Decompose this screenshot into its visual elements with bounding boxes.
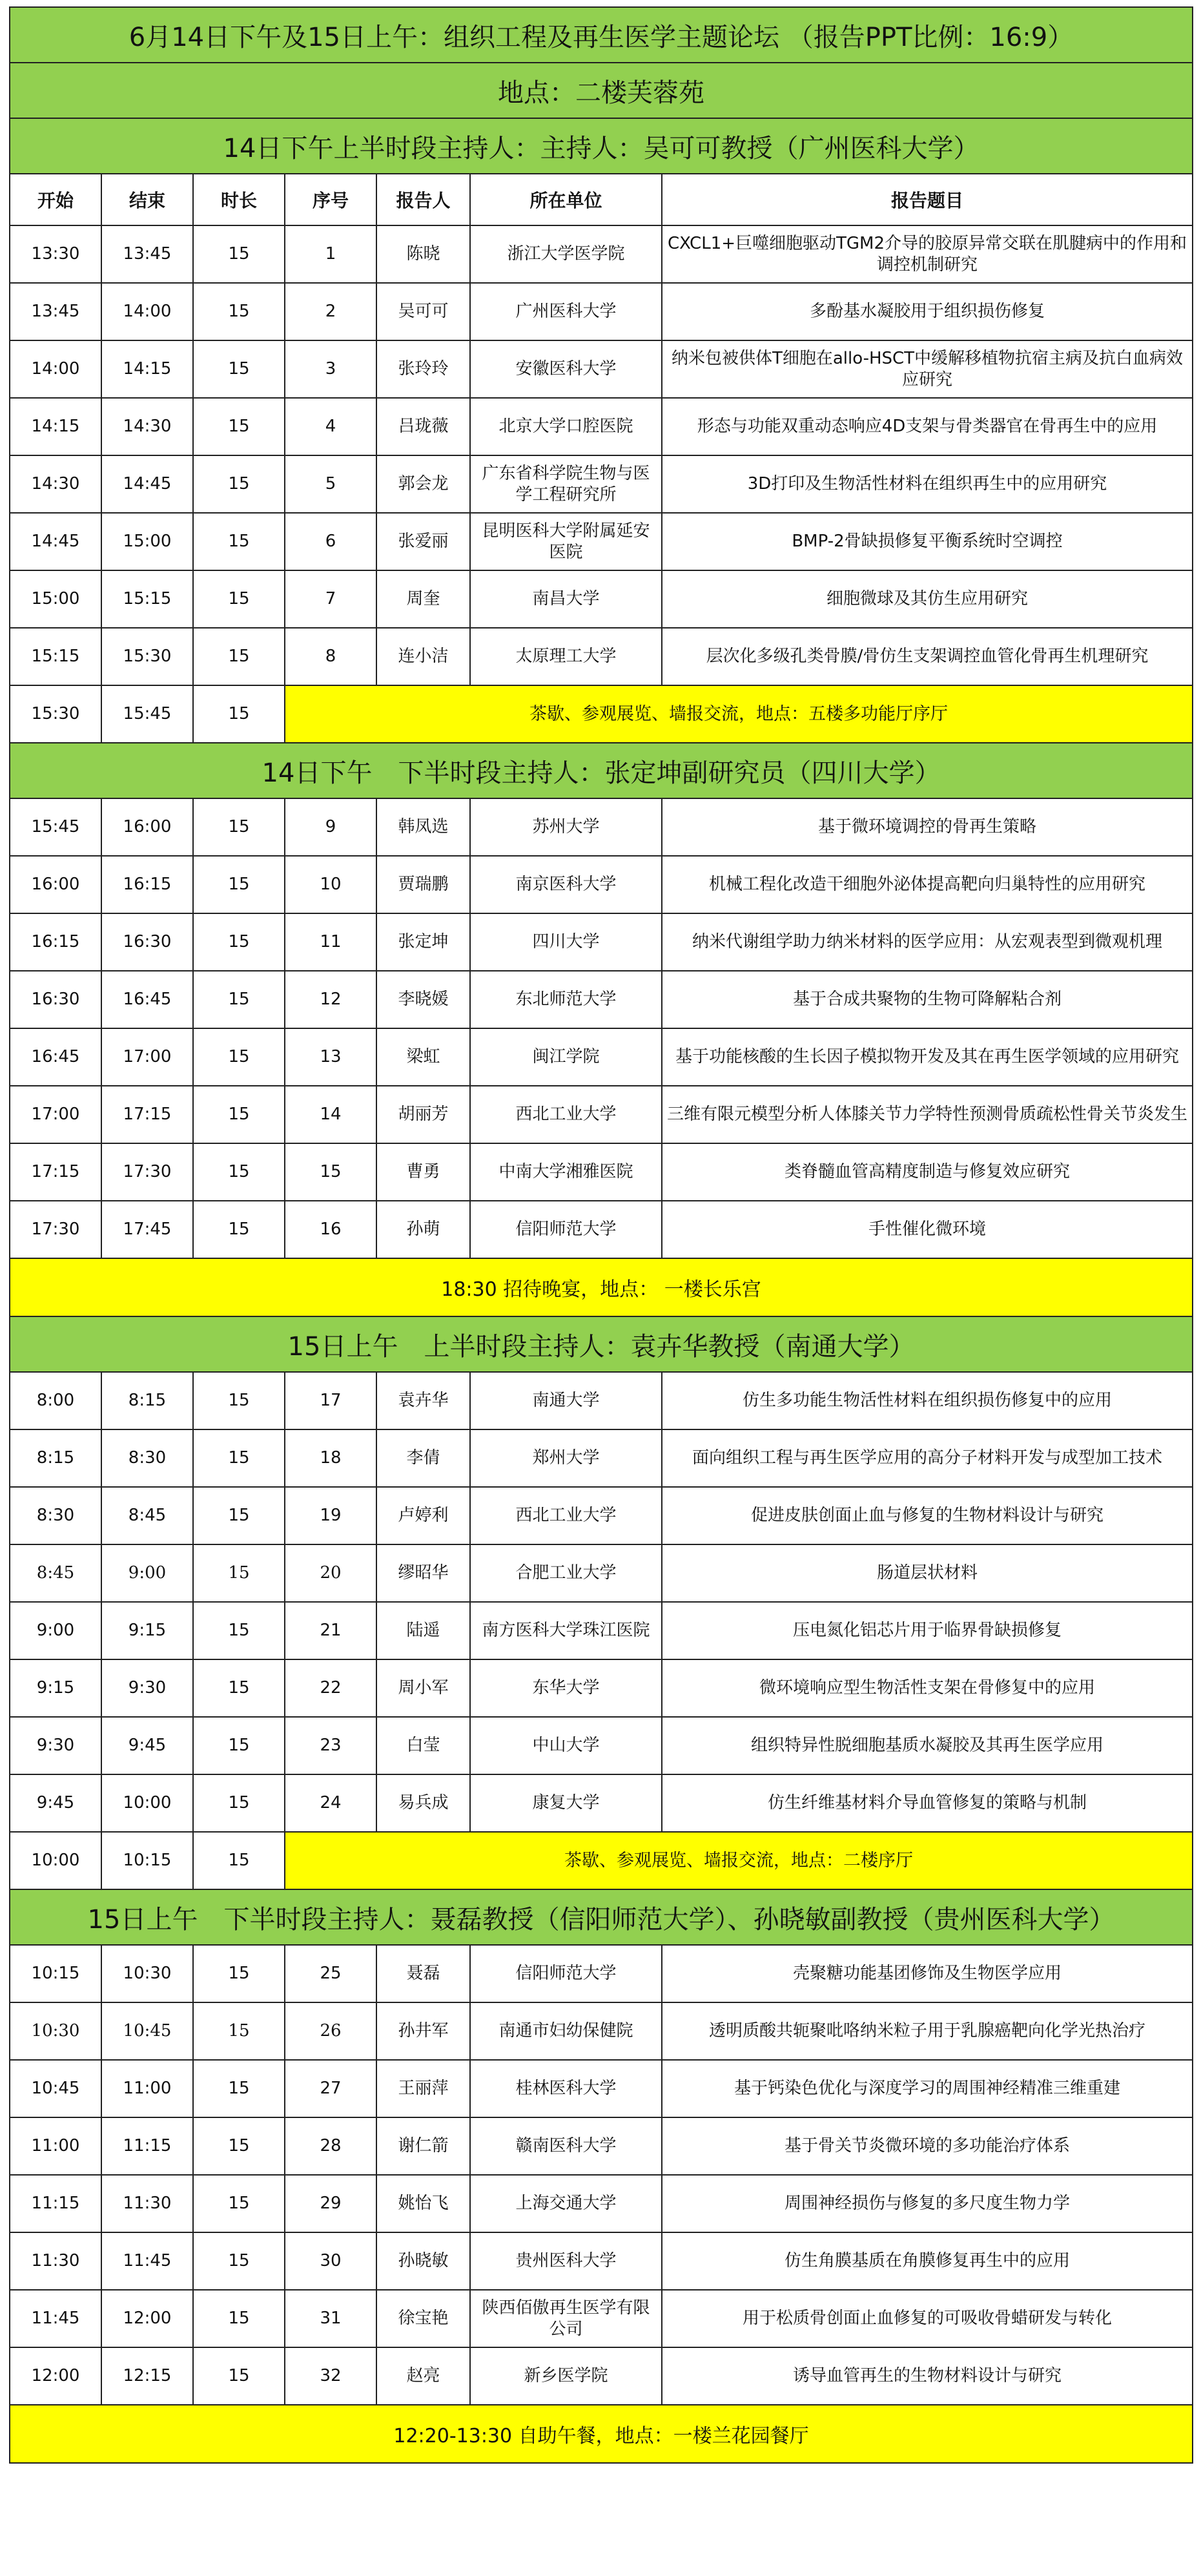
cell-seq: 24 — [285, 1774, 376, 1832]
cell-unit: 广东省科学院生物与医学工程研究所 — [470, 455, 662, 513]
cell-start: 10:45 — [10, 2060, 101, 2117]
session-host-row — [10, 118, 1193, 174]
cell-speaker: 袁卉华 — [376, 1372, 470, 1429]
cell-speaker: 孙萌 — [376, 1201, 470, 1258]
cell-speaker: 孙井军 — [376, 2002, 470, 2060]
cell-topic: 面向组织工程与再生医学应用的高分子材料开发与成型加工技术 — [662, 1429, 1193, 1487]
cell-seq: 21 — [285, 1602, 376, 1659]
meal-notice: 18:30 招待晚宴，地点： 一楼长乐宫 — [10, 1258, 1193, 1316]
cell-start: 11:15 — [10, 2175, 101, 2232]
cell-dur: 15 — [193, 1201, 285, 1258]
cell-end: 10:00 — [101, 1774, 193, 1832]
column-header-topic: 报告题目 — [662, 174, 1193, 225]
cell-topic: 微环境响应型生物活性支架在骨修复中的应用 — [662, 1659, 1193, 1717]
cell-speaker: 贾瑞鹏 — [376, 856, 470, 913]
cell-unit: 贵州医科大学 — [470, 2232, 662, 2290]
cell-start: 11:00 — [10, 2117, 101, 2175]
cell-seq: 12 — [285, 971, 376, 1028]
cell-start: 14:30 — [10, 455, 101, 513]
cell-speaker: 白莹 — [376, 1717, 470, 1774]
cell-seq: 4 — [285, 398, 376, 455]
cell-start: 15:15 — [10, 628, 101, 685]
column-header-seq: 序号 — [285, 174, 376, 225]
cell-start: 13:30 — [10, 225, 101, 283]
cell-seq: 20 — [285, 1544, 376, 1602]
cell-topic: 仿生多功能生物活性材料在组织损伤修复中的应用 — [662, 1372, 1193, 1429]
cell-start: 17:30 — [10, 1201, 101, 1258]
cell-topic: 机械工程化改造干细胞外泌体提高靶向归巢特性的应用研究 — [662, 856, 1193, 913]
cell-speaker: 赵亮 — [376, 2347, 470, 2405]
cell-speaker: 张定坤 — [376, 913, 470, 971]
table-row — [10, 1429, 1193, 1487]
table-row — [10, 2117, 1193, 2175]
cell-unit: 南方医科大学珠江医院 — [470, 1602, 662, 1659]
cell-dur: 15 — [193, 2232, 285, 2290]
table-row — [10, 2002, 1193, 2060]
cell-topic: 仿生角膜基质在角膜修复再生中的应用 — [662, 2232, 1193, 2290]
cell-seq: 7 — [285, 570, 376, 628]
table-row — [10, 2060, 1193, 2117]
cell-topic: 基于微环境调控的骨再生策略 — [662, 798, 1193, 856]
cell-start: 9:45 — [10, 1774, 101, 1832]
cell-seq: 1 — [285, 225, 376, 283]
cell-speaker: 周奎 — [376, 570, 470, 628]
cell-seq: 32 — [285, 2347, 376, 2405]
cell-unit: 四川大学 — [470, 913, 662, 971]
table-row — [10, 971, 1193, 1028]
cell-topic: 仿生纤维基材料介导血管修复的策略与机制 — [662, 1774, 1193, 1832]
cell-dur: 15 — [193, 1659, 285, 1717]
cell-speaker: 缪昭华 — [376, 1544, 470, 1602]
cell-topic: CXCL1+巨噬细胞驱动TGM2介导的胶原异常交联在肌腱病中的作用和调控机制研究 — [662, 225, 1193, 283]
break-start: 10:00 — [10, 1832, 101, 1889]
cell-dur: 15 — [193, 2175, 285, 2232]
session-host-row — [10, 743, 1193, 798]
cell-speaker: 姚怡飞 — [376, 2175, 470, 2232]
cell-unit: 中南大学湘雅医院 — [470, 1143, 662, 1201]
cell-topic: 基于合成共聚物的生物可降解粘合剂 — [662, 971, 1193, 1028]
cell-end: 13:45 — [101, 225, 193, 283]
cell-end: 12:00 — [101, 2290, 193, 2347]
cell-seq: 18 — [285, 1429, 376, 1487]
cell-dur: 15 — [193, 856, 285, 913]
cell-topic: 纳米代谢组学助力纳米材料的医学应用：从宏观表型到微观机理 — [662, 913, 1193, 971]
cell-end: 9:45 — [101, 1717, 193, 1774]
break-dur: 15 — [193, 685, 285, 743]
session-host: 15日上午 上半时段主持人：袁卉华教授（南通大学） — [10, 1316, 1193, 1372]
cell-unit: 东北师范大学 — [470, 971, 662, 1028]
session-host: 15日上午 下半时段主持人：聂磊教授（信阳师范大学）、孙晓敏副教授（贵州医科大学） — [10, 1889, 1193, 1945]
cell-start: 8:15 — [10, 1429, 101, 1487]
cell-start: 16:15 — [10, 913, 101, 971]
table-row — [10, 1086, 1193, 1143]
break-dur: 15 — [193, 1832, 285, 1889]
cell-start: 16:00 — [10, 856, 101, 913]
table-row — [10, 1717, 1193, 1774]
table-row — [10, 1602, 1193, 1659]
cell-speaker: 李倩 — [376, 1429, 470, 1487]
cell-start: 14:00 — [10, 340, 101, 398]
cell-start: 11:30 — [10, 2232, 101, 2290]
session-host-row — [10, 1889, 1193, 1945]
cell-end: 17:45 — [101, 1201, 193, 1258]
cell-seq: 10 — [285, 856, 376, 913]
table-row — [10, 1487, 1193, 1544]
cell-dur: 15 — [193, 1086, 285, 1143]
cell-end: 8:15 — [101, 1372, 193, 1429]
cell-start: 9:30 — [10, 1717, 101, 1774]
cell-end: 17:00 — [101, 1028, 193, 1086]
table-row — [10, 570, 1193, 628]
cell-seq: 11 — [285, 913, 376, 971]
cell-start: 8:00 — [10, 1372, 101, 1429]
column-header-start: 开始 — [10, 174, 101, 225]
cell-topic: 诱导血管再生的生物材料设计与研究 — [662, 2347, 1193, 2405]
cell-topic: 促进皮肤创面止血与修复的生物材料设计与研究 — [662, 1487, 1193, 1544]
cell-end: 11:15 — [101, 2117, 193, 2175]
cell-dur: 15 — [193, 1945, 285, 2002]
cell-dur: 15 — [193, 455, 285, 513]
cell-start: 16:45 — [10, 1028, 101, 1086]
cell-end: 16:30 — [101, 913, 193, 971]
cell-dur: 15 — [193, 1143, 285, 1201]
cell-topic: BMP-2骨缺损修复平衡系统时空调控 — [662, 513, 1193, 570]
cell-end: 17:30 — [101, 1143, 193, 1201]
break-row — [10, 1832, 1193, 1889]
cell-seq: 14 — [285, 1086, 376, 1143]
cell-end: 17:15 — [101, 1086, 193, 1143]
cell-unit: 新乡医学院 — [470, 2347, 662, 2405]
cell-start: 17:15 — [10, 1143, 101, 1201]
cell-topic: 细胞微球及其仿生应用研究 — [662, 570, 1193, 628]
cell-start: 11:45 — [10, 2290, 101, 2347]
cell-end: 9:30 — [101, 1659, 193, 1717]
table-row — [10, 1774, 1193, 1832]
cell-dur: 15 — [193, 2117, 285, 2175]
cell-seq: 13 — [285, 1028, 376, 1086]
cell-speaker: 谢仁箭 — [376, 2117, 470, 2175]
cell-dur: 15 — [193, 225, 285, 283]
cell-start: 17:00 — [10, 1086, 101, 1143]
table-row — [10, 2232, 1193, 2290]
cell-speaker: 徐宝艳 — [376, 2290, 470, 2347]
cell-dur: 15 — [193, 2290, 285, 2347]
page-title: 6月14日下午及15日上午：组织工程及再生医学主题论坛 （报告PPT比例：16:9） — [10, 7, 1193, 63]
cell-speaker: 曹勇 — [376, 1143, 470, 1201]
cell-start: 10:15 — [10, 1945, 101, 2002]
cell-dur: 15 — [193, 1717, 285, 1774]
cell-speaker: 王丽萍 — [376, 2060, 470, 2117]
cell-topic: 用于松质骨创面止血修复的可吸收骨蜡研发与转化 — [662, 2290, 1193, 2347]
cell-end: 12:15 — [101, 2347, 193, 2405]
table-row — [10, 628, 1193, 685]
cell-unit: 西北工业大学 — [470, 1086, 662, 1143]
cell-unit: 信阳师范大学 — [470, 1201, 662, 1258]
cell-dur: 15 — [193, 628, 285, 685]
cell-dur: 15 — [193, 1602, 285, 1659]
cell-dur: 15 — [193, 1544, 285, 1602]
cell-speaker: 李晓媛 — [376, 971, 470, 1028]
cell-dur: 15 — [193, 1774, 285, 1832]
cell-start: 14:15 — [10, 398, 101, 455]
cell-seq: 9 — [285, 798, 376, 856]
cell-seq: 5 — [285, 455, 376, 513]
cell-end: 15:30 — [101, 628, 193, 685]
cell-topic: 基于钙染色优化与深度学习的周围神经精准三维重建 — [662, 2060, 1193, 2117]
column-header-unit: 所在单位 — [470, 174, 662, 225]
cell-dur: 15 — [193, 1372, 285, 1429]
cell-speaker: 周小军 — [376, 1659, 470, 1717]
session-host: 14日下午 下半时段主持人：张定坤副研究员（四川大学） — [10, 743, 1193, 798]
cell-start: 16:30 — [10, 971, 101, 1028]
cell-speaker: 聂磊 — [376, 1945, 470, 2002]
cell-seq: 3 — [285, 340, 376, 398]
cell-unit: 康复大学 — [470, 1774, 662, 1832]
cell-topic: 纳米包被供体T细胞在allo-HSCT中缓解移植物抗宿主病及抗白血病效应研究 — [662, 340, 1193, 398]
cell-dur: 15 — [193, 1487, 285, 1544]
cell-seq: 22 — [285, 1659, 376, 1717]
cell-speaker: 张玲玲 — [376, 340, 470, 398]
cell-unit: 陕西佰傲再生医学有限公司 — [470, 2290, 662, 2347]
cell-end: 8:30 — [101, 1429, 193, 1487]
table-row — [10, 455, 1193, 513]
cell-topic: 多酚基水凝胶用于组织损伤修复 — [662, 283, 1193, 340]
table-row — [10, 856, 1193, 913]
meal-notice-row — [10, 2405, 1193, 2463]
cell-speaker: 卢婷利 — [376, 1487, 470, 1544]
cell-speaker: 韩凤选 — [376, 798, 470, 856]
cell-start: 15:00 — [10, 570, 101, 628]
cell-dur: 15 — [193, 283, 285, 340]
schedule-table — [9, 6, 1193, 2464]
cell-end: 16:45 — [101, 971, 193, 1028]
cell-speaker: 张爱丽 — [376, 513, 470, 570]
cell-unit: 南昌大学 — [470, 570, 662, 628]
cell-seq: 31 — [285, 2290, 376, 2347]
cell-topic: 压电氮化铝芯片用于临界骨缺损修复 — [662, 1602, 1193, 1659]
column-header-end: 结束 — [101, 174, 193, 225]
cell-end: 11:30 — [101, 2175, 193, 2232]
cell-unit: 信阳师范大学 — [470, 1945, 662, 2002]
cell-end: 14:30 — [101, 398, 193, 455]
cell-start: 9:15 — [10, 1659, 101, 1717]
table-row — [10, 2290, 1193, 2347]
cell-seq: 6 — [285, 513, 376, 570]
cell-speaker: 吴可可 — [376, 283, 470, 340]
cell-unit: 广州医科大学 — [470, 283, 662, 340]
cell-topic: 三维有限元模型分析人体膝关节力学特性预测骨质疏松性骨关节炎发生 — [662, 1086, 1193, 1143]
cell-seq: 16 — [285, 1201, 376, 1258]
cell-unit: 桂林医科大学 — [470, 2060, 662, 2117]
cell-seq: 30 — [285, 2232, 376, 2290]
cell-end: 9:00 — [101, 1544, 193, 1602]
cell-unit: 西北工业大学 — [470, 1487, 662, 1544]
cell-end: 14:15 — [101, 340, 193, 398]
cell-speaker: 陆遥 — [376, 1602, 470, 1659]
cell-topic: 壳聚糖功能基团修饰及生物医学应用 — [662, 1945, 1193, 2002]
cell-dur: 15 — [193, 340, 285, 398]
location-banner: 地点：二楼芙蓉苑 — [10, 63, 1193, 118]
cell-unit: 浙江大学医学院 — [470, 225, 662, 283]
cell-dur: 15 — [193, 570, 285, 628]
cell-end: 11:45 — [101, 2232, 193, 2290]
cell-seq: 25 — [285, 1945, 376, 2002]
cell-dur: 15 — [193, 2002, 285, 2060]
cell-topic: 类脊髓血管高精度制造与修复效应研究 — [662, 1143, 1193, 1201]
cell-topic: 基于功能核酸的生长因子模拟物开发及其在再生医学领域的应用研究 — [662, 1028, 1193, 1086]
cell-seq: 19 — [285, 1487, 376, 1544]
cell-dur: 15 — [193, 513, 285, 570]
cell-seq: 26 — [285, 2002, 376, 2060]
cell-dur: 15 — [193, 971, 285, 1028]
table-row — [10, 2347, 1193, 2405]
cell-speaker: 胡丽芳 — [376, 1086, 470, 1143]
cell-speaker: 易兵成 — [376, 1774, 470, 1832]
table-row — [10, 1659, 1193, 1717]
table-row — [10, 1544, 1193, 1602]
cell-dur: 15 — [193, 913, 285, 971]
cell-start: 8:45 — [10, 1544, 101, 1602]
cell-seq: 17 — [285, 1372, 376, 1429]
table-row — [10, 913, 1193, 971]
cell-end: 14:00 — [101, 283, 193, 340]
cell-seq: 27 — [285, 2060, 376, 2117]
table-row — [10, 283, 1193, 340]
cell-start: 10:30 — [10, 2002, 101, 2060]
cell-unit: 苏州大学 — [470, 798, 662, 856]
cell-dur: 15 — [193, 798, 285, 856]
cell-topic: 肠道层状材料 — [662, 1544, 1193, 1602]
table-row — [10, 1372, 1193, 1429]
cell-unit: 太原理工大学 — [470, 628, 662, 685]
cell-start: 15:45 — [10, 798, 101, 856]
cell-topic: 透明质酸共轭聚吡咯纳米粒子用于乳腺癌靶向化学光热治疗 — [662, 2002, 1193, 2060]
session-host-row — [10, 1316, 1193, 1372]
cell-seq: 29 — [285, 2175, 376, 2232]
cell-speaker: 孙晓敏 — [376, 2232, 470, 2290]
meal-notice-row — [10, 1258, 1193, 1316]
cell-start: 8:30 — [10, 1487, 101, 1544]
cell-speaker: 连小洁 — [376, 628, 470, 685]
table-row — [10, 1028, 1193, 1086]
cell-unit: 郑州大学 — [470, 1429, 662, 1487]
cell-dur: 15 — [193, 398, 285, 455]
cell-seq: 8 — [285, 628, 376, 685]
cell-topic: 手性催化微环境 — [662, 1201, 1193, 1258]
cell-unit: 昆明医科大学附属延安医院 — [470, 513, 662, 570]
meal-notice: 12:20-13:30 自助午餐，地点：一楼兰花园餐厅 — [10, 2405, 1193, 2463]
cell-unit: 南通市妇幼保健院 — [470, 2002, 662, 2060]
cell-unit: 合肥工业大学 — [470, 1544, 662, 1602]
break-end: 10:15 — [101, 1832, 193, 1889]
column-header-speaker: 报告人 — [376, 174, 470, 225]
break-row — [10, 685, 1193, 743]
cell-seq: 23 — [285, 1717, 376, 1774]
cell-dur: 15 — [193, 2060, 285, 2117]
break-start: 15:30 — [10, 685, 101, 743]
cell-seq: 2 — [285, 283, 376, 340]
table-row — [10, 513, 1193, 570]
cell-speaker: 郭会龙 — [376, 455, 470, 513]
cell-unit: 赣南医科大学 — [470, 2117, 662, 2175]
table-row — [10, 225, 1193, 283]
cell-seq: 28 — [285, 2117, 376, 2175]
cell-topic: 3D打印及生物活性材料在组织再生中的应用研究 — [662, 455, 1193, 513]
cell-end: 10:45 — [101, 2002, 193, 2060]
cell-speaker: 陈晓 — [376, 225, 470, 283]
cell-speaker: 梁虹 — [376, 1028, 470, 1086]
cell-speaker: 吕珑薇 — [376, 398, 470, 455]
cell-end: 8:45 — [101, 1487, 193, 1544]
cell-end: 10:30 — [101, 1945, 193, 2002]
cell-end: 16:00 — [101, 798, 193, 856]
cell-start: 12:00 — [10, 2347, 101, 2405]
table-header-row — [10, 174, 1193, 225]
cell-unit: 南通大学 — [470, 1372, 662, 1429]
cell-end: 15:00 — [101, 513, 193, 570]
break-note: 茶歇、参观展览、墙报交流，地点：二楼序厅 — [285, 1832, 1193, 1889]
cell-dur: 15 — [193, 1028, 285, 1086]
cell-topic: 基于骨关节炎微环境的多功能治疗体系 — [662, 2117, 1193, 2175]
cell-unit: 安徽医科大学 — [470, 340, 662, 398]
cell-end: 15:15 — [101, 570, 193, 628]
cell-topic: 周围神经损伤与修复的多尺度生物力学 — [662, 2175, 1193, 2232]
cell-topic: 层次化多级孔类骨膜/骨仿生支架调控血管化骨再生机理研究 — [662, 628, 1193, 685]
column-header-dur: 时长 — [193, 174, 285, 225]
cell-end: 14:45 — [101, 455, 193, 513]
break-end: 15:45 — [101, 685, 193, 743]
session-host: 14日下午上半时段主持人：主持人：吴可可教授（广州医科大学） — [10, 118, 1193, 174]
cell-start: 9:00 — [10, 1602, 101, 1659]
cell-end: 11:00 — [101, 2060, 193, 2117]
cell-dur: 15 — [193, 2347, 285, 2405]
break-note: 茶歇、参观展览、墙报交流，地点：五楼多功能厅序厅 — [285, 685, 1193, 743]
cell-topic: 形态与功能双重动态响应4D支架与骨类器官在骨再生中的应用 — [662, 398, 1193, 455]
cell-unit: 北京大学口腔医院 — [470, 398, 662, 455]
cell-start: 13:45 — [10, 283, 101, 340]
cell-seq: 15 — [285, 1143, 376, 1201]
cell-unit: 南京医科大学 — [470, 856, 662, 913]
cell-end: 9:15 — [101, 1602, 193, 1659]
table-row — [10, 2175, 1193, 2232]
cell-unit: 闽江学院 — [470, 1028, 662, 1086]
table-row — [10, 1143, 1193, 1201]
cell-unit: 东华大学 — [470, 1659, 662, 1717]
cell-dur: 15 — [193, 1429, 285, 1487]
cell-topic: 组织特异性脱细胞基质水凝胶及其再生医学应用 — [662, 1717, 1193, 1774]
table-row — [10, 1945, 1193, 2002]
cell-unit: 中山大学 — [470, 1717, 662, 1774]
cell-start: 14:45 — [10, 513, 101, 570]
table-row — [10, 398, 1193, 455]
cell-end: 16:15 — [101, 856, 193, 913]
table-row — [10, 1201, 1193, 1258]
table-row — [10, 798, 1193, 856]
table-row — [10, 340, 1193, 398]
cell-unit: 上海交通大学 — [470, 2175, 662, 2232]
